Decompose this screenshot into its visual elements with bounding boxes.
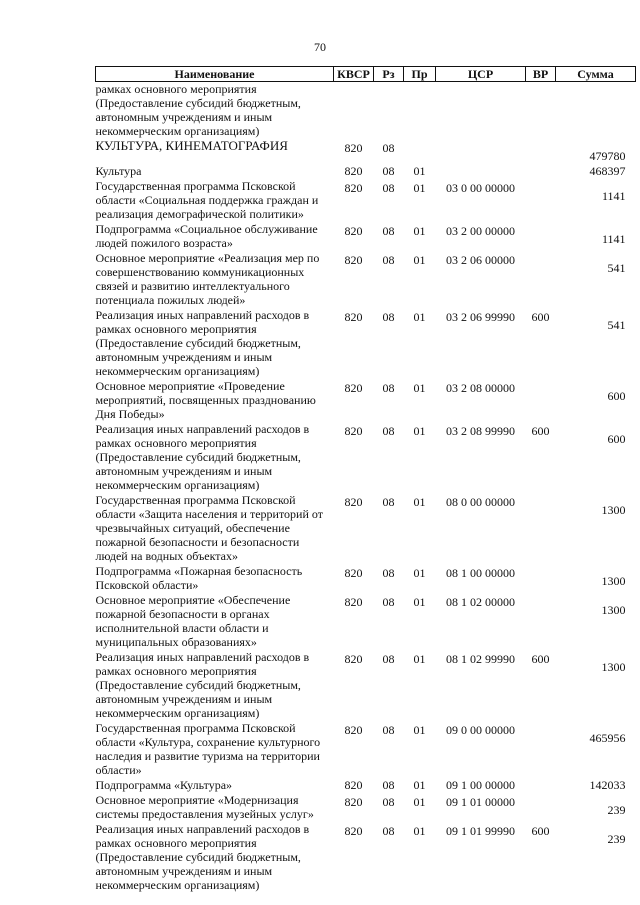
cell-sum: 1141 — [601, 189, 626, 203]
cell-rz: 08 — [382, 795, 395, 809]
cell-kvsr: 820 — [344, 224, 363, 238]
cell-vr — [526, 593, 556, 650]
cell-kvsr: 820 — [344, 141, 363, 155]
table-row — [96, 251, 636, 308]
cell-vr — [526, 493, 556, 564]
table-row — [96, 164, 636, 179]
cell-csr: 08 1 00 00000 — [446, 566, 515, 580]
cell-csr — [436, 164, 526, 179]
table-row — [96, 179, 636, 222]
cell-rz: 08 — [382, 141, 395, 155]
cell-sum: 1300 — [601, 660, 626, 674]
cell-name: Культура — [95, 164, 142, 178]
cell-name: рамках основного мероприятия (Предоставление субсидий бюджетным, автономным учреждениям и иным некоммерческим организациям) — [95, 82, 301, 138]
cell-csr: 09 1 01 99990 — [446, 824, 515, 838]
cell-sum: 465956 — [589, 731, 626, 745]
table-row — [96, 422, 636, 493]
cell-name: Реализация иных направлений расходов в рамках основного мероприятия (Предоставление субсидий бюджетным, автономным учреждениям и иным некоммерческим организациям) — [95, 422, 310, 492]
cell-name: Подпрограмма «Социальное обслуживание людей пожилого возраста» — [95, 222, 318, 250]
cell-kvsr: 820 — [344, 164, 363, 178]
cell-rz: 08 — [382, 164, 395, 178]
table-row — [96, 308, 636, 379]
cell-name: Подпрограмма «Пожарная безопасность Псковской области» — [95, 564, 303, 592]
cell-vr: 600 — [531, 310, 550, 324]
cell-rz: 08 — [382, 824, 395, 838]
table-row — [96, 822, 636, 893]
cell-kvsr: 820 — [344, 723, 363, 737]
cell-csr — [436, 82, 526, 140]
cell-kvsr — [334, 82, 374, 140]
cell-name: Подпрограмма «Культура» — [95, 778, 233, 792]
cell-name: Реализация иных направлений расходов в рамках основного мероприятия (Предоставление субсидий бюджетным, автономным учреждениям и иным некоммерческим организациям) — [95, 822, 310, 892]
cell-rz: 08 — [382, 253, 395, 267]
cell-csr: 03 2 08 99990 — [446, 424, 515, 438]
cell-csr: 03 2 08 00000 — [446, 381, 515, 395]
table-row — [96, 139, 636, 164]
cell-sum: 541 — [607, 261, 626, 275]
table-row — [96, 564, 636, 593]
cell-pr: 01 — [413, 795, 426, 809]
cell-pr: 01 — [413, 310, 426, 324]
cell-csr: 03 2 00 00000 — [446, 224, 515, 238]
cell-kvsr: 820 — [344, 824, 363, 838]
cell-pr: 01 — [413, 723, 426, 737]
cell-rz — [374, 82, 404, 140]
cell-name: Государственная программа Псковской области «Культура, сохранение культурного наследия и развитие туризма на территории области» — [95, 721, 321, 777]
cell-kvsr: 820 — [344, 310, 363, 324]
cell-pr: 01 — [413, 652, 426, 666]
cell-sum: 1300 — [601, 574, 626, 588]
cell-sum: 1300 — [601, 503, 626, 517]
cell-csr: 03 2 06 00000 — [446, 253, 515, 267]
cell-name: Основное мероприятие «Реализация мер по совершенствованию коммуникационных связей и развитию интеллектуального потенциала пожилых людей» — [95, 251, 320, 307]
cell-pr: 01 — [413, 381, 426, 395]
cell-vr — [526, 721, 556, 778]
cell-pr: 01 — [413, 824, 426, 838]
cell-csr — [436, 139, 526, 164]
cell-sum: 1300 — [601, 603, 626, 617]
cell-vr — [526, 179, 556, 222]
header-rz: Рз — [374, 67, 404, 82]
cell-csr: 08 0 00 00000 — [446, 495, 515, 509]
cell-vr — [526, 793, 556, 822]
cell-vr — [526, 251, 556, 308]
cell-rz: 08 — [382, 778, 395, 792]
cell-pr: 01 — [413, 595, 426, 609]
cell-kvsr: 820 — [344, 495, 363, 509]
table-row — [96, 82, 636, 140]
cell-csr: 08 1 02 99990 — [446, 652, 515, 666]
cell-kvsr: 820 — [344, 424, 363, 438]
table-row — [96, 222, 636, 251]
cell-vr: 600 — [531, 824, 550, 838]
cell-csr: 09 1 00 00000 — [446, 778, 515, 792]
cell-rz: 08 — [382, 381, 395, 395]
cell-rz: 08 — [382, 310, 395, 324]
cell-vr — [526, 82, 556, 140]
cell-name: Основное мероприятие «Обеспечение пожарной безопасности в органах исполнительной власти области и муниципальных образованиях» — [95, 593, 291, 649]
cell-pr: 01 — [413, 181, 426, 195]
cell-pr: 01 — [413, 495, 426, 509]
table-row — [96, 650, 636, 721]
cell-pr: 01 — [413, 164, 426, 178]
table-row — [96, 493, 636, 564]
cell-kvsr: 820 — [344, 778, 363, 792]
cell-rz: 08 — [382, 566, 395, 580]
cell-vr — [526, 778, 556, 793]
cell-name: Основное мероприятие «Модернизация системы предоставления музейных услуг» — [95, 793, 314, 821]
cell-name: Основное мероприятие «Проведение мероприятий, посвященных празднованию Дня Победы» — [95, 379, 316, 421]
cell-pr: 01 — [413, 253, 426, 267]
cell-vr — [526, 139, 556, 164]
cell-pr: 01 — [413, 778, 426, 792]
cell-kvsr: 820 — [344, 381, 363, 395]
cell-vr — [526, 222, 556, 251]
cell-kvsr: 820 — [344, 795, 363, 809]
page-number: 70 — [314, 40, 326, 54]
cell-rz: 08 — [382, 723, 395, 737]
budget-table — [95, 66, 636, 893]
header-csr: ЦСР — [436, 67, 526, 82]
table-header-row — [96, 67, 636, 82]
cell-sum — [556, 82, 636, 140]
table-row — [96, 721, 636, 778]
cell-sum: 468397 — [589, 164, 626, 178]
cell-name: КУЛЬТУРА, КИНЕМАТОГРАФИЯ — [95, 138, 288, 153]
cell-rz: 08 — [382, 181, 395, 195]
cell-pr — [404, 82, 436, 140]
table-row — [96, 593, 636, 650]
cell-sum: 479780 — [589, 149, 626, 163]
cell-vr: 600 — [531, 652, 550, 666]
cell-name: Реализация иных направлений расходов в рамках основного мероприятия (Предоставление субсидий бюджетным, автономным учреждениям и иным некоммерческим организациям) — [95, 308, 310, 378]
cell-csr: 03 0 00 00000 — [446, 181, 515, 195]
cell-csr: 09 1 01 00000 — [446, 795, 515, 809]
cell-sum: 239 — [607, 832, 626, 846]
cell-csr: 03 2 06 99990 — [446, 310, 515, 324]
cell-name: Государственная программа Псковской области «Социальная поддержка граждан и реализация демографической политики» — [95, 179, 319, 221]
table-row — [96, 379, 636, 422]
cell-kvsr: 820 — [344, 181, 363, 195]
cell-name: Реализация иных направлений расходов в рамках основного мероприятия (Предоставление субсидий бюджетным, автономным учреждениям и иным некоммерческим организациям) — [95, 650, 310, 720]
cell-sum: 600 — [607, 389, 626, 403]
cell-sum: 239 — [607, 803, 626, 817]
header-name: Наименование — [96, 67, 334, 82]
header-vr: ВР — [526, 67, 556, 82]
cell-kvsr: 820 — [344, 595, 363, 609]
cell-name: Государственная программа Псковской области «Защита населения и территорий от чрезвычайных ситуаций, обеспечение пожарной безопасности и безопасности людей на водных объектах» — [95, 493, 323, 563]
cell-rz: 08 — [382, 495, 395, 509]
table-row — [96, 778, 636, 793]
cell-rz: 08 — [382, 652, 395, 666]
cell-sum: 1141 — [601, 232, 626, 246]
cell-rz: 08 — [382, 595, 395, 609]
cell-pr: 01 — [413, 224, 426, 238]
cell-kvsr: 820 — [344, 652, 363, 666]
cell-pr: 01 — [413, 424, 426, 438]
header-sum: Сумма — [556, 67, 636, 82]
cell-csr: 09 0 00 00000 — [446, 723, 515, 737]
cell-vr — [526, 564, 556, 593]
cell-vr — [526, 379, 556, 422]
cell-rz: 08 — [382, 224, 395, 238]
cell-sum: 600 — [607, 432, 626, 446]
header-pr: Пр — [404, 67, 436, 82]
cell-vr — [526, 164, 556, 179]
cell-sum: 541 — [607, 318, 626, 332]
header-kvsr: КВСР — [334, 67, 374, 82]
cell-pr — [404, 139, 436, 164]
cell-kvsr: 820 — [344, 253, 363, 267]
cell-kvsr: 820 — [344, 566, 363, 580]
cell-pr: 01 — [413, 566, 426, 580]
cell-csr: 08 1 02 00000 — [446, 595, 515, 609]
cell-rz: 08 — [382, 424, 395, 438]
cell-vr: 600 — [531, 424, 550, 438]
cell-sum: 142033 — [589, 778, 626, 792]
table-row — [96, 793, 636, 822]
